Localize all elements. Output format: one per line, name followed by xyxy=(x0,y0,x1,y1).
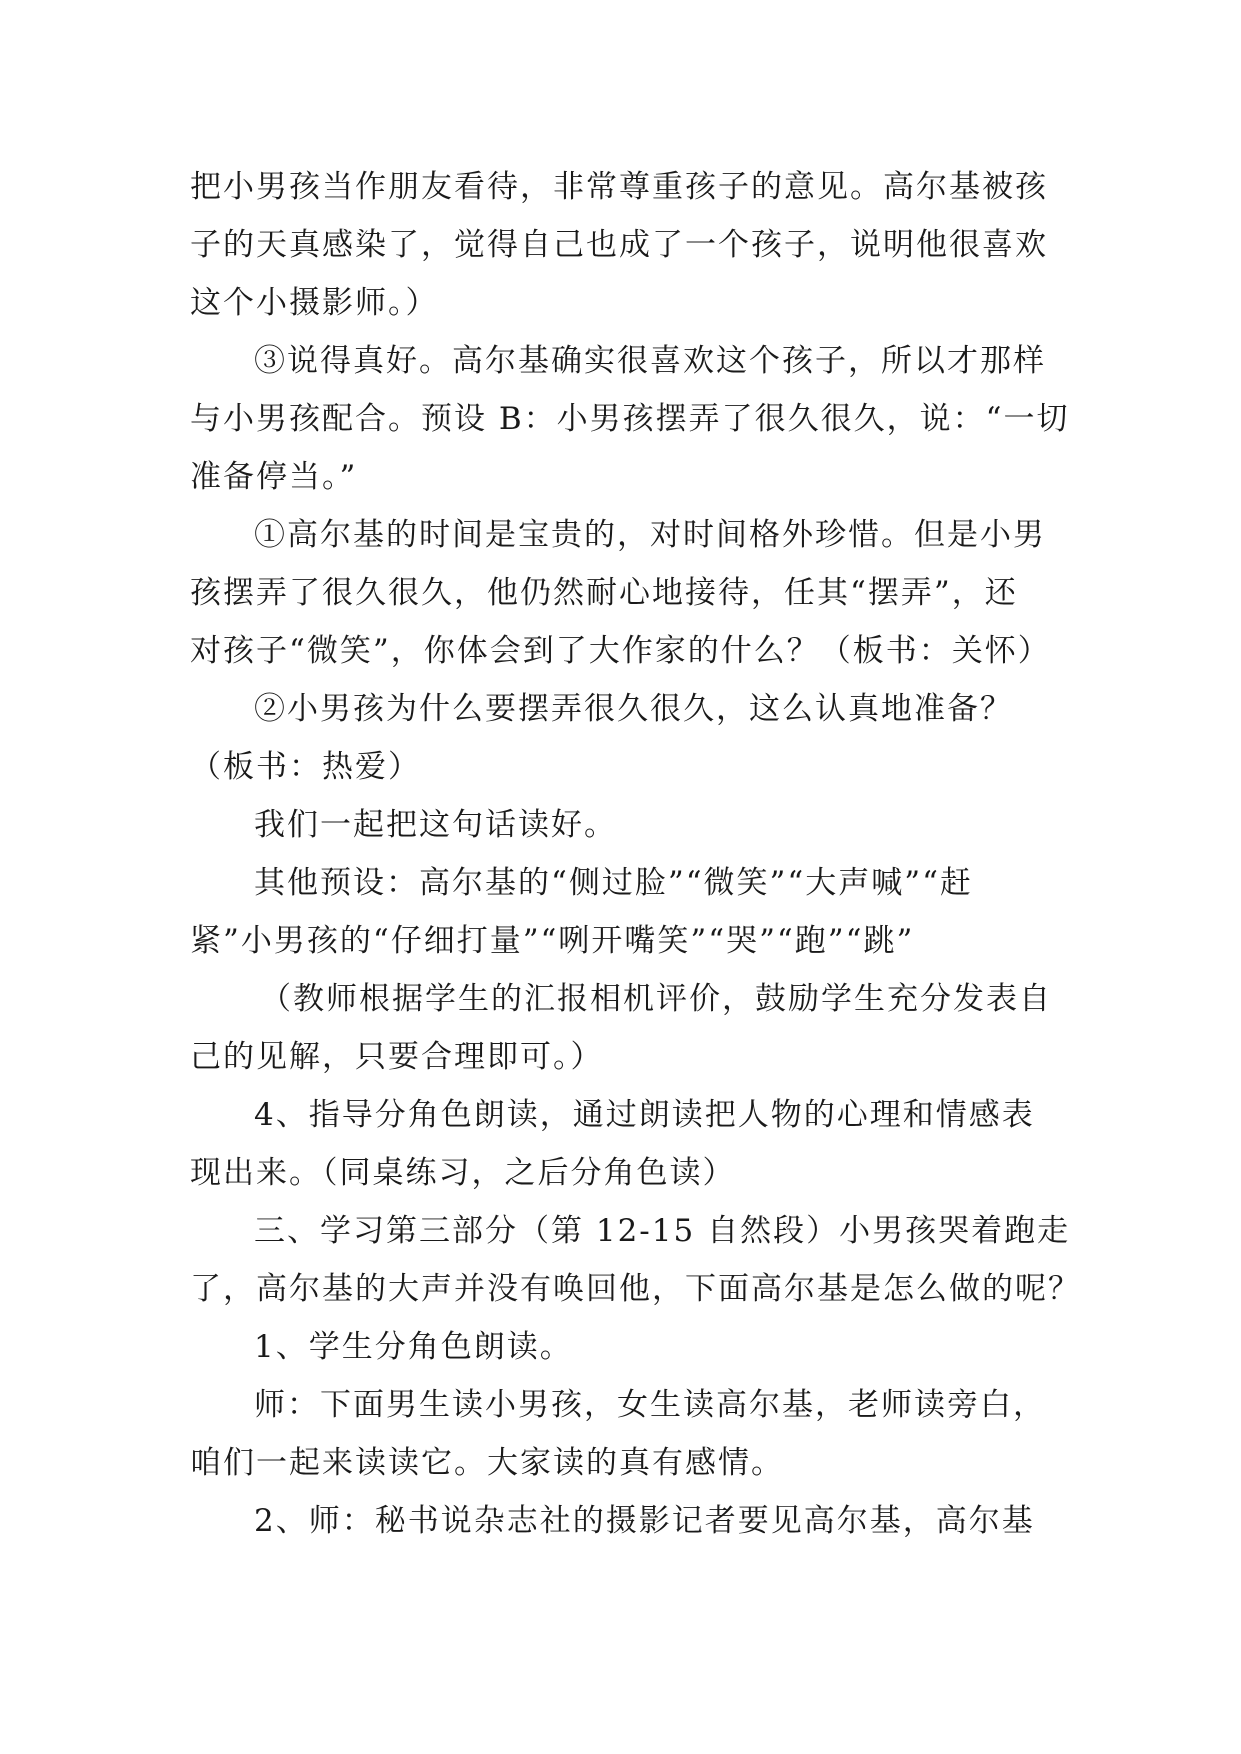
text-line: ①高尔基的时间是宝贵的，对时间格外珍惜。但是小男 xyxy=(254,517,1046,553)
text-line: 1、学生分角色朗读。 xyxy=(254,1329,573,1365)
text-line: 己的见解，只要合理即可。） xyxy=(190,1039,604,1075)
text-line: 4、指导分角色朗读，通过朗读把人物的心理和情感表 xyxy=(254,1097,1035,1133)
text-line: 准备停当。” xyxy=(190,459,358,495)
text-line: 师：下面男生读小男孩，女生读高尔基，老师读旁白， xyxy=(254,1387,1046,1423)
text-line: （教师根据学生的汇报相机评价，鼓励学生充分发表自 xyxy=(260,981,1052,1017)
text-line: 咱们一起来读读它。大家读的真有感情。 xyxy=(190,1445,784,1481)
text-line: （板书：热爱） xyxy=(190,749,421,785)
text-line: ②小男孩为什么要摆弄很久很久，这么认真地准备？ xyxy=(254,691,1013,727)
text-line: 其他预设：高尔基的“侧过脸”“微笑”“大声喊”“赶 xyxy=(254,865,973,901)
text-line: 对孩子“微笑”，你体会到了大作家的什么？（板书：关怀） xyxy=(190,633,1051,669)
text-line: 三、学习第三部分（第 12-15 自然段）小男孩哭着跑走 xyxy=(254,1213,1071,1249)
text-line: 这个小摄影师。） xyxy=(190,285,439,321)
text-line: 2、师：秘书说杂志社的摄影记者要见高尔基，高尔基 xyxy=(254,1503,1035,1539)
text-line: 现出来。（同桌练习，之后分角色读） xyxy=(190,1155,736,1191)
text-line: 把小男孩当作朋友看待，非常尊重孩子的意见。高尔基被孩 xyxy=(190,169,1048,205)
text-line: 了，高尔基的大声并没有唤回他，下面高尔基是怎么做的呢？ xyxy=(190,1271,1081,1307)
body-text xyxy=(190,158,1081,1550)
text-line: 紧”小男孩的“仔细打量”“咧开嘴笑”“哭”“跑”“跳” xyxy=(190,923,915,959)
text-line: 孩摆弄了很久很久，他仍然耐心地接待，任其“摆弄”，还 xyxy=(190,575,1018,611)
text-line: 与小男孩配合。预设 B：小男孩摆弄了很久很久，说：“一切 xyxy=(190,401,1070,437)
text-line: 我们一起把这句话读好。 xyxy=(254,807,617,843)
text-line: ③说得真好。高尔基确实很喜欢这个孩子，所以才那样 xyxy=(254,343,1046,379)
text-line: 子的天真感染了，觉得自己也成了一个孩子，说明他很喜欢 xyxy=(190,227,1048,263)
